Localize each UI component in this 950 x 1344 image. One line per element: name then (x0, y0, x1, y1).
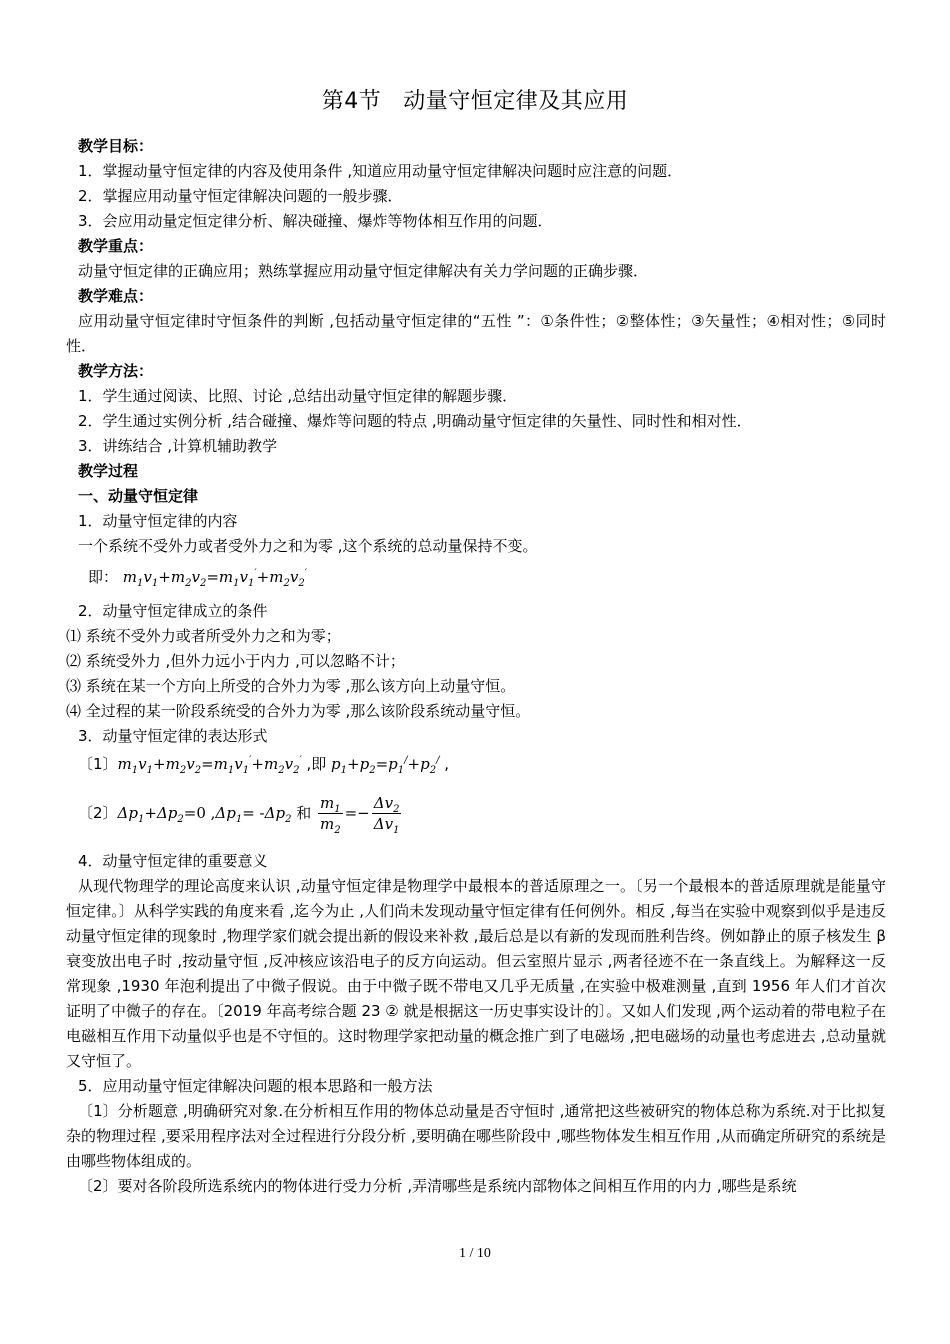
velocity-ratio-fraction: $\frac{\Delta v_2}{\Delta v_1}$ (373, 794, 400, 836)
section-title: 动量守恒定律及其应用 (403, 89, 629, 114)
mass-ratio-fraction: $\frac{m_1}{m_2}$ (320, 794, 341, 836)
page-title (0, 84, 950, 115)
subsection-heading: 5．应用动量守恒定律解决问题的根本思路和一般方法 (78, 1077, 433, 1095)
subsection-heading: 2．动量守恒定律成立的条件 (78, 602, 268, 620)
equation-delta-p: $\Delta p_1+\Delta p_2=0$ $,\Delta p_1= -\Delta p_2$ (117, 804, 292, 825)
significance-paragraph: 从现代物理学的理论高度来认识 ,动量守恒定律是物理学中最根本的普适原理之一。〔另一个最根本的普适原理就是能量守恒定律。〕从科学实践的角度来看 ,迄今为止 ,人们尚未发现动量守恒定律有任何例外。相反 ,每当在实验中观察到似乎是违反动量守恒定律的现象时 ,物理学家们就会提出新的假设来补救 ,最后总是以有新的发现而胜利告终。例如静止的原子核发生 β 衰变放出电子时 ,按动量守恒 ,反冲核应该沿电子的反方向运动。但云室照片显示 ,两者径迹不在一条直线上。为解释这一反常现象 ,1930 年泡利提出了中微子假说。由于中微子既不带电又几乎无质量 ,在实验中极难测量 ,直到 1956 年人们才首次证明了中微子的存在。〔2019 年高考综合题 23 ② 就是根据这一历史事实设计的〕。又如人们发现 ,两个运动着的带电粒子在电磁相互作用下动量似乎也是不守恒的。这时物理学家把动量的概念推广到了电磁场 ,把电磁场的动量也考虑进去 ,总动量就又守恒了。 (66, 877, 886, 1070)
goal-item: 1．掌握动量守恒定律的内容及使用条件 ,知道应用动量守恒定律解决问题时应注意的问题． (78, 162, 683, 180)
method-item: 1．学生通过阅读、比照、讨论 ,总结出动量守恒定律的解题步骤． (78, 387, 518, 405)
document-body (66, 134, 886, 1199)
focus-heading: 教学重点： (78, 237, 154, 255)
condition-item: ⑷ 全过程的某一阶段系统受的合外力为零 ,那么该阶段系统动量守恒。 (66, 702, 531, 720)
momentum-equation: $m_1v_1+m_2v_2=m_1v_1'+m_2v_2'$ (122, 568, 307, 589)
law-equation: 即： $m_1v_1+m_2v_2=m_1v_1'+m_2v_2'$ (88, 568, 307, 589)
condition-item: ⑴ 系统不受外力或者所受外力之和为零； (66, 627, 341, 645)
goals-heading: 教学目标： (78, 137, 154, 155)
subsection-heading: 4．动量守恒定律的重要意义 (78, 852, 268, 870)
goal-item: 3．会应用动量定恒定律分析、解决碰撞、爆炸等物体相互作用的问题． (78, 212, 553, 230)
method-item: 2．学生通过实例分析 ,结合碰撞、爆炸等问题的特点 ,明确动量守恒定律的矢量性、同时性和相对性． (78, 412, 752, 430)
condition-item: ⑶ 系统在某一个方向上所受的合外力为零 ,那么该方向上动量守恒。 (66, 677, 516, 695)
method-item: 3．讲练结合 ,计算机辅助教学 (78, 437, 278, 455)
condition-item: ⑵ 系统受外力 ,但外力远小于内力 ,可以忽略不计； (66, 652, 405, 670)
process-heading: 教学过程 (78, 462, 139, 480)
method-paragraph: 〔2〕要对各阶段所选系统内的物体进行受力分析 ,弄清哪些是系统内部物体之间相互作用的内力 ,哪些是系统 (78, 1177, 797, 1195)
subsection-heading: 3．动量守恒定律的表达形式 (78, 727, 268, 745)
section-heading: 一、动量守恒定律 (78, 487, 199, 505)
equation-momentum: $m_1v_1+m_2v_2=m_1v_1'+m_2v_2'$ (117, 755, 302, 776)
difficulty-text: 应用动量守恒定律时守恒条件的判断 ,包括动量守恒定律的“五性 ”：①条件性；②整体性；③矢量性；④相对性；⑤同时性． (66, 312, 886, 355)
section-number: 第4节 (321, 89, 382, 114)
equation-p-sum: $p_1+p_2=p_1^/+p_2^/$ (331, 755, 440, 776)
focus-text: 动量守恒定律的正确应用；熟练掌握应用动量守恒定律解决有关力学问题的正确步骤． (78, 262, 649, 280)
difficulty-heading: 教学难点： (78, 287, 154, 305)
page-number: 1 / 10 (459, 1246, 491, 1261)
methods-heading: 教学方法： (78, 362, 154, 380)
goal-item: 2．掌握应用动量守恒定律解决问题的一般步骤． (78, 187, 403, 205)
expression-form-2: 〔2〕$\Delta p_1+\Delta p_2=0$ $,\Delta p_1= -\Delta p_2$ 和 $\frac{m_1}{m_2}$ =− $\frac{\Delta v_2}{\Delta v_1}$ (78, 794, 400, 836)
method-paragraph: 〔1〕分析题意 ,明确研究对象.在分析相互作用的物体总动量是否守恒时 ,通常把这些被研究的物体总称为系统.对于比拟复杂的物理过程 ,要采用程序法对全过程进行分段分析 ,要明确在哪些阶段中 ,哪些物体发生相互作用 ,从而确定所研究的系统是由哪些物体组成的。 (66, 1102, 886, 1170)
expression-form-1: 〔1〕$m_1v_1+m_2v_2=m_1v_1'+m_2v_2'$ ,即 $p_1+p_2=p_1^/+p_2^/$ , (78, 755, 449, 776)
subsection-heading: 1．动量守恒定律的内容 (78, 512, 238, 530)
law-statement: 一个系统不受外力或者受外力之和为零 ,这个系统的总动量保持不变。 (78, 537, 538, 555)
